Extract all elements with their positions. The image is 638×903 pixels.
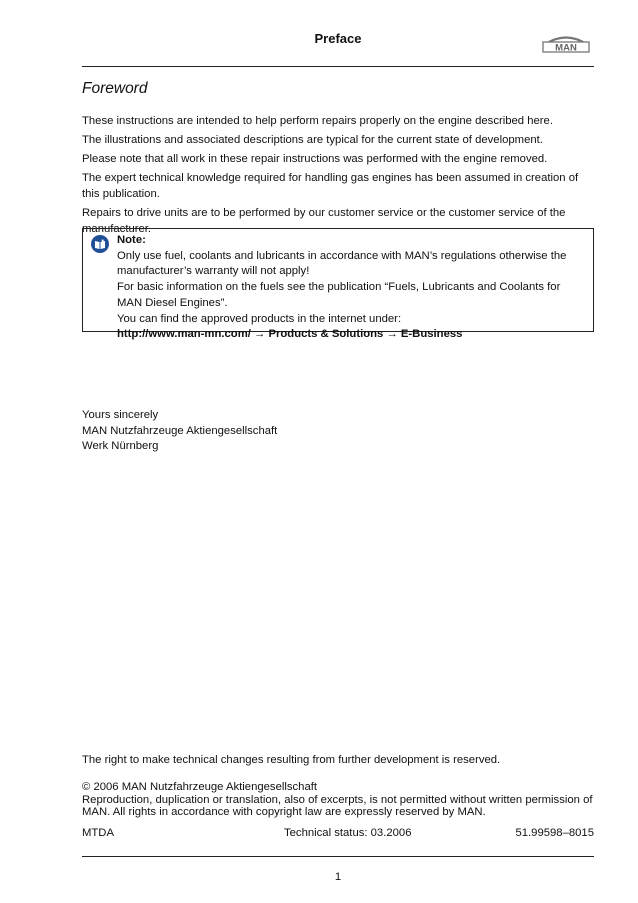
footer-document-code: MTDA [82, 827, 115, 839]
paragraph: The expert technical knowledge required for handling gas engines has been assumed in creation of this publication. [82, 172, 579, 200]
note-text [117, 233, 587, 343]
rights-notice: The right to make technical changes resulting from further development is reserved. [82, 754, 501, 766]
page-header-title: Preface [314, 31, 362, 46]
paragraph: Repairs to drive units are to be performed by our customer service or the customer service of the manufacturer. [82, 207, 566, 235]
paragraph: These instructions are intended to help perform repairs properly on the engine described here. [82, 115, 553, 127]
man-logo [540, 28, 592, 54]
note-link[interactable]: http://www.man-mn.com/ → Products & Solutions → E-Business [117, 328, 463, 341]
footer-part-number: 51.99598–8015 [515, 827, 594, 839]
note-label: Note: [117, 234, 146, 246]
note-box [82, 228, 594, 341]
paragraph: The illustrations and associated descriptions are typical for the current state of development. [82, 134, 543, 146]
page-number: 1 [334, 871, 342, 883]
reproduction-notice: Reproduction, duplication or translation, also of excerpts, is not permitted without written permission of MAN. All rights in accordance with copyright law are expressly reserved by MAN. [82, 793, 593, 818]
closing-line: Werk Nürnberg [82, 440, 159, 452]
note-line: For basic information on the fuels see the publication “Fuels, Lubricants and Coolants for MAN Diesel Engines”. [117, 281, 561, 309]
footer-divider [82, 856, 594, 857]
foreword-heading: Foreword [82, 80, 148, 97]
closing-signature [82, 408, 277, 455]
copyright-line: © 2006 MAN Nutzfahrzeuge Aktiengesellschaft [82, 781, 318, 793]
closing-line: MAN Nutzfahrzeuge Aktiengesellschaft [82, 424, 278, 437]
svg-text:MAN: MAN [555, 42, 577, 54]
note-line: You can find the approved products in the internet under: [117, 312, 402, 325]
closing-line: Yours sincerely [82, 409, 159, 421]
manual-book-icon [91, 235, 109, 253]
copyright-block [82, 781, 594, 819]
footer-technical-status: Technical status: 03.2006 [284, 827, 412, 839]
foreword-body [82, 113, 594, 240]
note-line: Only use fuel, coolants and lubricants in accordance with MAN’s regulations otherwise the manufacturer’s warranty will not apply! [117, 249, 567, 278]
paragraph: Please note that all work in these repair instructions was performed with the engine removed. [82, 153, 548, 165]
header-divider [82, 66, 594, 67]
